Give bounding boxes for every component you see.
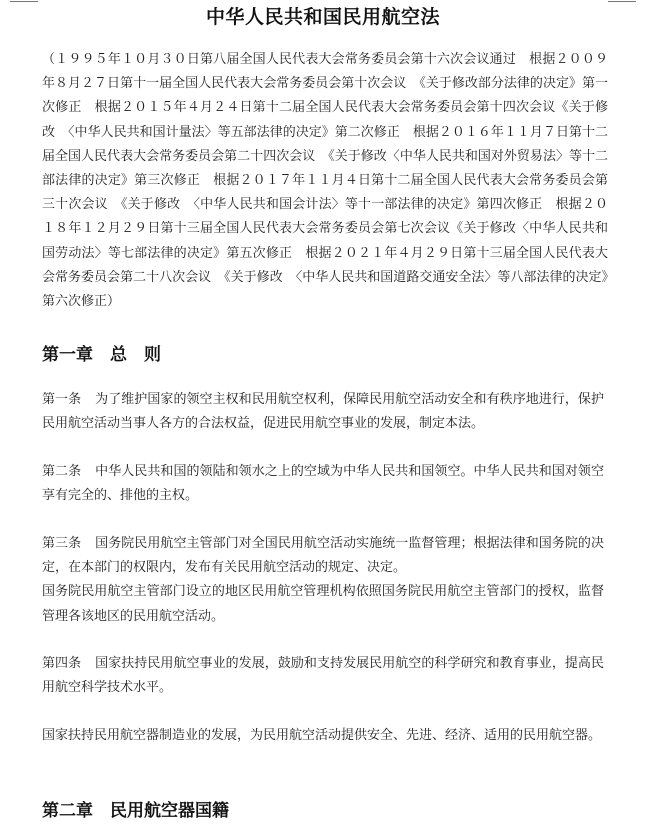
article-4-text: 国家扶持民用航空事业的发展，鼓励和支持发展民用航空的科学研究和教育事业，提高民用航空科学技术水平。 [42, 656, 604, 696]
article-4-continuation [42, 724, 604, 748]
article-3-paragraph-2: 国务院民用航空主管部门设立的地区民用航空管理机构依照国务院民用航空主管部门的授权，监督管理各该地区的民用航空活动。 [42, 584, 604, 624]
article-2-number: 第二条 [42, 464, 82, 479]
article-3 [42, 532, 604, 629]
article-2-paragraph [42, 460, 617, 508]
article-3-paragraph [42, 532, 604, 580]
article-1-text: 为了维护国家的领空主权和民用航空权利，保障民用航空活动安全和有秩序地进行，保护民用航空活动当事人各方的合法权益，促进民用航空事业的发展，制定本法。 [42, 392, 604, 432]
article-2 [42, 460, 617, 508]
article-1-paragraph [42, 388, 604, 436]
article-4-paragraph-2: 国家扶持民用航空器制造业的发展，为民用航空活动提供安全、先进、经济、适用的民用航空器。 [42, 728, 602, 743]
article-4-number: 第四条 [42, 656, 82, 671]
article-4 [42, 652, 604, 700]
chapter-heading-2: 第二章 民用航空器国籍 [42, 801, 229, 821]
article-2-text: 中华人民共和国的领陆和领水之上的空域为中华人民共和国领空。中华人民共和国对领空 享有完全的、排他的主权。 [42, 464, 617, 504]
article-1-number: 第一条 [42, 392, 82, 407]
document-preamble: （１９９５年１０月３０日第八届全国人民代表大会常务委员会第十六次会议通过 根据２００９年８月２７日第十一届全国人民代表大会常务委员会第十次会议 《关于修改部分法律的决定》第一次修正 根据２０１５年４月２４日第十二届全国人民代表大会常务委员会第十四次会议《关于修改 〈中华人民共和国计量法〉等五部法律的决定》第二次修正 根据２０１６年１１月７日第十二届全国人民代表大会常务委员会第二十四次会议 《关于修改〈中华人民共和国对外贸易法〉等十二部法律的决定》第三次修正 根据２０１７年１１月４日第十二届全国人民代表大会常务委员会第三十次会议 《关于修改 〈中华人民共和国会计法〉等十一部法律的决定》第四次修正 根据２０１８年１２月２９日第十三届全国人民代表大会常务委员会第七次会议《关于修改〈中华人民共和国劳动法〉等七部法律的决定》第五次修正 根据２０２１年４月２９日第十三届全国人民代表大会常务委员会第二十八次会议 《关于修改 〈中华人民共和国道路交通安全法〉等八部法律的决定》第六次修正） [42, 52, 608, 310]
article-4-paragraph [42, 652, 604, 700]
article-3-text: 国务院民用航空主管部门对全国民用航空活动实施统一监督管理；根据法律和国务院的决定，在本部门的权限内，发布有关民用航空活动的规定、决定。 [42, 536, 604, 576]
chapter-heading-1: 第一章 总 则 [42, 345, 161, 365]
article-3-number: 第三条 [42, 536, 82, 551]
article-1 [42, 388, 604, 436]
document-title: 中华人民共和国民用航空法 [205, 6, 440, 28]
